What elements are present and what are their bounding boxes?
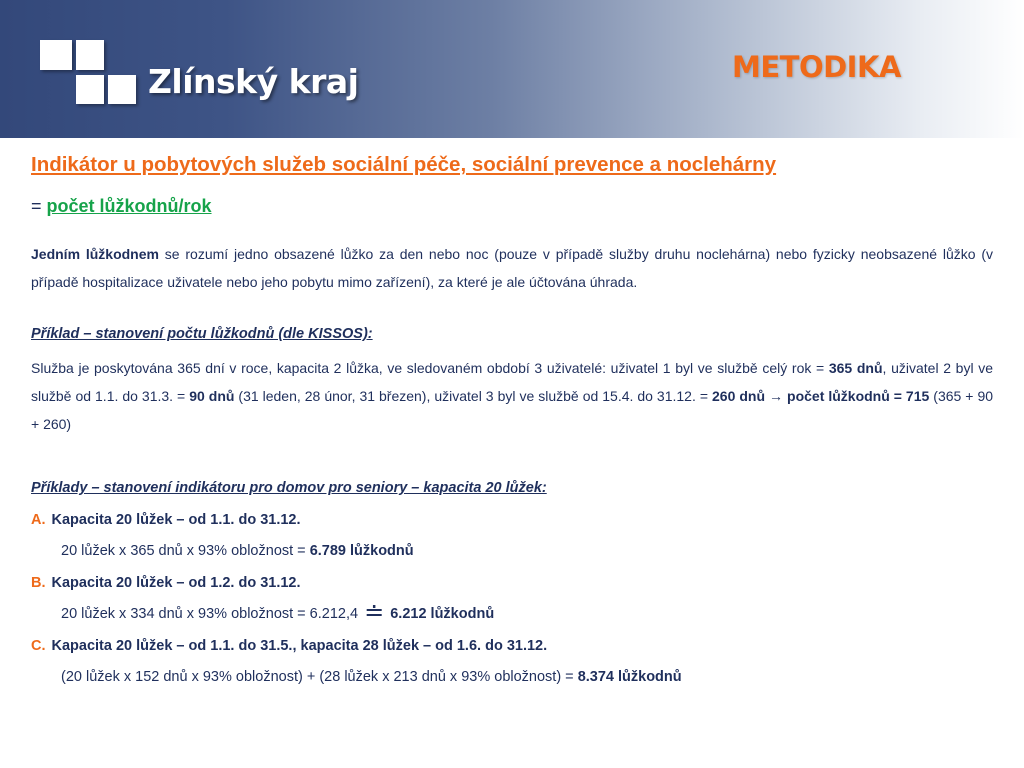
slide-content — [31, 150, 993, 691]
example-heading: Příklad – stanovení počtu lůžkodnů (dle KISSOS): — [31, 326, 373, 342]
calc-result: 6.789 lůžkodnů — [309, 543, 414, 559]
approx-equal-icon: ≐ — [364, 599, 385, 626]
item-label: Kapacita 20 lůžek – od 1.2. do 31.12. — [51, 575, 301, 591]
example-text-2: , uživatel 2 byl ve službě od 1.1. do 31.3. = — [31, 360, 994, 404]
calc-result: 8.374 lůžkodnů — [577, 669, 682, 685]
list-item-b — [31, 569, 993, 597]
item-calc-a — [31, 537, 993, 565]
section-title: METODIKA — [732, 50, 901, 84]
example-bold-3: 260 dnů — [712, 388, 766, 404]
example-text-4: (365 + 90 + 260) — [31, 388, 994, 432]
calc-text: (20 lůžek x 152 dnů x 93% obložnost) + (28 lůžek x 213 dnů x 93% obložnost) = — [61, 669, 578, 685]
item-label: Kapacita 20 lůžek – od 1.1. do 31.5., kapacita 28 lůžek – od 1.6. do 31.12. — [51, 638, 548, 654]
item-calc-b — [31, 600, 993, 628]
item-letter: C. — [31, 638, 46, 654]
calc-result: 6.212 lůžkodnů — [390, 606, 495, 622]
examples-heading: Příklady – stanovení indikátoru pro domov pro seniory – kapacita 20 lůžek: — [31, 480, 547, 496]
example-text-3: (31 leden, 28 únor, 31 březen), uživatel 3 byl ve službě od 15.4. do 31.12. = — [234, 388, 713, 404]
definition-paragraph — [31, 240, 993, 296]
zlinsky-kraj-logo-icon — [40, 40, 136, 104]
arrow-icon: → — [765, 388, 788, 404]
logo-text: Zlínský kraj — [148, 62, 359, 101]
item-calc-c — [31, 663, 993, 691]
calc-text: 20 lůžek x 365 dnů x 93% obložnost = — [61, 543, 310, 559]
formula-text: počet lůžkodnů/rok — [46, 196, 212, 216]
example-bold-1: 365 dnů — [828, 360, 883, 376]
slide-title: Indikátor u pobytových služeb sociální péče, sociální prevence a noclehárny — [31, 153, 777, 176]
list-item-a — [31, 506, 993, 534]
formula-prefix: = — [31, 196, 47, 216]
example-bold-4: počet lůžkodnů = 715 — [787, 388, 930, 404]
definition-term: Jedním lůžkodnem — [31, 246, 159, 262]
item-label: Kapacita 20 lůžek – od 1.1. do 31.12. — [51, 512, 301, 528]
formula — [31, 193, 993, 219]
item-letter: A. — [31, 512, 46, 528]
definition-text: se rozumí jedno obsazené lůžko za den nebo noc (pouze v případě služby druhu noclehárna) nebo fyzicky neobsazené lůžko (v případě hospitalizace uživatele nebo jeho pobytu mimo zařízení), za které je ale účtována úhrada. — [31, 246, 994, 290]
item-letter: B. — [31, 575, 46, 591]
calc-text: 20 lůžek x 334 dnů x 93% obložnost = 6.212,4 — [61, 606, 363, 622]
example-bold-2: 90 dnů — [189, 388, 235, 404]
example-paragraph — [31, 354, 993, 438]
header-banner — [0, 0, 1024, 138]
example-text-1: Služba je poskytována 365 dní v roce, kapacita 2 lůžka, ve sledovaném období 3 uživatelé: uživatel 1 byl ve službě celý rok = — [31, 360, 829, 376]
list-item-c — [31, 632, 993, 660]
